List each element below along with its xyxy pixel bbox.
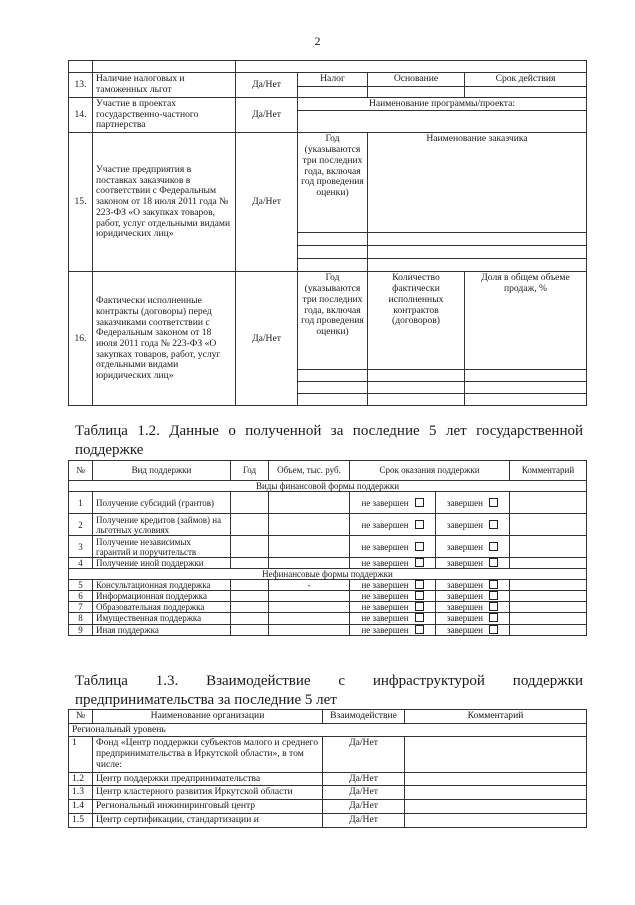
organization-label [93, 772, 323, 786]
status-label: завершен [447, 591, 483, 602]
status-not-completed [350, 536, 436, 558]
table-header-row [69, 461, 587, 481]
checkbox-completed[interactable] [489, 625, 498, 634]
year-cell[interactable] [298, 394, 368, 406]
status-not-completed [350, 580, 436, 591]
amount-cell[interactable] [269, 591, 350, 602]
status-not-completed [350, 624, 436, 635]
year-cell[interactable] [298, 233, 368, 246]
status-label: завершен [447, 613, 483, 624]
table-row [69, 800, 587, 814]
comment-cell[interactable] [405, 772, 587, 786]
comment-cell[interactable] [510, 580, 587, 591]
row-number: 8 [69, 613, 93, 624]
table-enterprise-info [68, 60, 587, 406]
comment-cell[interactable] [405, 813, 587, 827]
col-header-customer: Наименование заказчика [368, 133, 587, 233]
table-row [69, 536, 587, 558]
sales-share-cell[interactable] [465, 370, 587, 382]
status-label: не завершен [361, 541, 409, 552]
checkbox-completed[interactable] [489, 558, 498, 567]
support-type-label: Получение иной поддержки [93, 558, 231, 569]
support-type-label: Образовательная поддержка [93, 602, 231, 613]
status-completed [436, 558, 510, 569]
support-type-label: Получение независимых гарантий и поручительств [93, 536, 231, 558]
year-cell[interactable] [298, 259, 368, 272]
row-number: 5 [69, 580, 93, 591]
year-cell[interactable] [231, 602, 269, 613]
table-1-3-title: Таблица 1.3. Взаимодействие с инфраструктурой поддержки предпринимательства за последние 5 лет [75, 673, 583, 708]
checkbox-completed[interactable] [489, 613, 498, 622]
table-row [69, 602, 587, 613]
table-row [69, 97, 587, 111]
year-cell[interactable] [231, 624, 269, 635]
row-number: 1 [69, 492, 93, 514]
status-not-completed [350, 558, 436, 569]
comment-cell[interactable] [510, 536, 587, 558]
status-label: не завершен [361, 591, 409, 602]
interaction-field[interactable]: Да/Нет [323, 786, 405, 800]
table-row [69, 786, 587, 800]
table-header-row [69, 710, 587, 724]
status-not-completed [350, 602, 436, 613]
row-number: 16. [69, 272, 93, 406]
organization-label [93, 786, 323, 800]
support-type-label: Получение кредитов (займов) на льготных условиях [93, 514, 231, 536]
col-header-tax: Налог [298, 73, 368, 87]
status-label: завершен [447, 519, 483, 530]
yes-no-field[interactable]: Да/Нет [236, 73, 298, 98]
yes-no-field[interactable]: Да/Нет [236, 133, 298, 272]
comment-cell[interactable] [405, 786, 587, 800]
validity-cell[interactable] [465, 86, 587, 97]
status-label: завершен [447, 497, 483, 508]
checkbox-completed[interactable] [489, 498, 498, 507]
col-header-contracts-count: Количество фактически исполненных контрактов (договоров) [368, 272, 465, 370]
year-cell[interactable] [298, 370, 368, 382]
interaction-field[interactable]: Да/Нет [323, 737, 405, 772]
comment-cell[interactable] [510, 514, 587, 536]
row-number: 2 [69, 514, 93, 536]
basis-cell[interactable] [368, 86, 465, 97]
table-state-support [68, 460, 587, 636]
row-number: 1.5 [69, 813, 93, 827]
table-row [69, 514, 587, 536]
checkbox-completed[interactable] [489, 580, 498, 589]
interaction-field[interactable]: Да/Нет [323, 800, 405, 814]
table-row [69, 813, 587, 827]
checkbox-not-completed[interactable] [415, 580, 424, 589]
row-number: 3 [69, 536, 93, 558]
year-cell[interactable] [231, 591, 269, 602]
table-row [69, 580, 587, 591]
status-completed [436, 536, 510, 558]
checkbox-not-completed[interactable] [415, 625, 424, 634]
customer-cell[interactable] [368, 233, 587, 246]
interaction-field[interactable]: Да/Нет [323, 772, 405, 786]
sales-share-cell[interactable] [465, 394, 587, 406]
amount-cell[interactable]: - [269, 580, 350, 591]
amount-cell[interactable] [269, 514, 350, 536]
status-completed [436, 624, 510, 635]
year-cell[interactable] [231, 514, 269, 536]
year-cell[interactable] [231, 536, 269, 558]
status-completed [436, 591, 510, 602]
col-header-support-type: Вид поддержки [93, 461, 231, 481]
comment-cell[interactable] [510, 492, 587, 514]
col-header-amount: Объем, тыс. руб. [269, 461, 350, 481]
row-number: 7 [69, 602, 93, 613]
section-financial: Виды финансовой формы поддержки [69, 481, 587, 492]
organization-name: Центр кластерного развития Иркутской области [96, 786, 293, 798]
support-type-label: Имущественная поддержка [93, 613, 231, 624]
status-label: не завершен [361, 613, 409, 624]
amount-cell[interactable] [269, 492, 350, 514]
organization-name: Фонд «Центр поддержки субъектов малого и среднего предпринимательства в Иркутской области», в том числе: [96, 737, 319, 770]
checkbox-not-completed[interactable] [415, 542, 424, 551]
page-number: 2 [314, 34, 321, 48]
table-row [69, 772, 587, 786]
yes-no-field[interactable]: Да/Нет [236, 97, 298, 133]
organization-name: Региональный инжиниринговый центр [96, 800, 256, 812]
organization-label [93, 813, 323, 827]
amount-cell[interactable] [269, 558, 350, 569]
amount-cell[interactable] [269, 602, 350, 613]
col-header-num: № [69, 710, 93, 724]
sales-share-cell[interactable] [465, 382, 587, 394]
status-completed [436, 492, 510, 514]
col-header-support-period: Срок оказания поддержки [350, 461, 510, 481]
contracts-count-cell[interactable] [368, 382, 465, 394]
table-row [69, 73, 587, 87]
support-type-label: Получение субсидий (грантов) [93, 492, 231, 514]
contracts-count-cell[interactable] [368, 370, 465, 382]
row-number: 15. [69, 133, 93, 272]
checkbox-completed[interactable] [489, 591, 498, 600]
col-header-year: Год [231, 461, 269, 481]
row-label: Участие предприятия в поставках заказчиков в соответствии с Федеральным законом от 18 июля 2011 года № 223-ФЗ «О закупках товаров, работ, услуг отдельными видами юридических лиц» [93, 133, 236, 272]
checkbox-completed[interactable] [489, 602, 498, 611]
status-not-completed [350, 613, 436, 624]
status-label: не завершен [361, 497, 409, 508]
status-completed [436, 580, 510, 591]
col-header-basis: Основание [368, 73, 465, 87]
col-header-sales-share: Доля в общем объеме продаж, % [465, 272, 587, 370]
status-completed [436, 514, 510, 536]
tax-cell[interactable] [298, 86, 368, 97]
support-type-label: Иная поддержка [93, 624, 231, 635]
checkbox-not-completed[interactable] [415, 602, 424, 611]
checkbox-completed[interactable] [489, 520, 498, 529]
checkbox-not-completed[interactable] [415, 558, 424, 567]
comment-cell[interactable] [510, 558, 587, 569]
amount-cell[interactable] [269, 536, 350, 558]
year-cell[interactable] [231, 558, 269, 569]
table-row [69, 591, 587, 602]
row-number: 4 [69, 558, 93, 569]
col-header-year: Год (указываются три последних года, включая год проведения оценки) [298, 133, 368, 233]
organization-name: Центр сертификации, стандартизации и [96, 813, 259, 825]
status-not-completed [350, 514, 436, 536]
comment-cell[interactable] [510, 624, 587, 635]
checkbox-not-completed[interactable] [415, 520, 424, 529]
checkbox-completed[interactable] [489, 542, 498, 551]
section-regional: Региональный уровень [69, 723, 587, 737]
status-label: не завершен [361, 624, 409, 635]
checkbox-not-completed[interactable] [415, 613, 424, 622]
year-cell[interactable] [231, 613, 269, 624]
status-label: завершен [447, 580, 483, 591]
col-header-comment: Комментарий [405, 710, 587, 724]
year-cell[interactable] [298, 382, 368, 394]
customer-cell[interactable] [368, 246, 587, 259]
section-nonfinancial: Нефинансовые формы поддержки [69, 569, 587, 580]
col-header-year: Год (указываются три последних года, включая год проведения оценки) [298, 272, 368, 370]
col-header-validity: Срок действия [465, 73, 587, 87]
contracts-count-cell[interactable] [368, 394, 465, 406]
support-type-label: Консультационная поддержка [93, 580, 231, 591]
table-row [69, 272, 587, 370]
status-label: не завершен [361, 602, 409, 613]
col-header-program: Наименование программы/проекта: [298, 97, 587, 111]
organization-label [93, 737, 323, 772]
comment-cell[interactable] [510, 613, 587, 624]
table-row [69, 133, 587, 233]
row-label: Фактически исполненные контракты (договоры) перед заказчиками соответствии с Федеральным законом от 18 июля 2011 года № 223-ФЗ «О закупках товаров, работ, услуг отдельными видами юридических лиц» [93, 272, 236, 406]
status-label: завершен [447, 558, 483, 569]
organization-name: Центр поддержки предпринимательства [96, 772, 261, 784]
row-number: 13. [69, 73, 93, 98]
status-not-completed [350, 492, 436, 514]
table-row [69, 558, 587, 569]
table-row [69, 613, 587, 624]
table-infrastructure [68, 709, 587, 828]
table-row-blank [69, 61, 587, 73]
amount-cell[interactable] [269, 624, 350, 635]
status-not-completed [350, 591, 436, 602]
customer-cell[interactable] [368, 259, 587, 272]
row-number: 1.2 [69, 772, 93, 786]
table-row [69, 492, 587, 514]
status-label: завершен [447, 541, 483, 552]
amount-cell[interactable] [269, 613, 350, 624]
status-label: не завершен [361, 580, 409, 591]
program-name-cell[interactable] [298, 111, 587, 133]
status-completed [436, 613, 510, 624]
year-cell[interactable] [231, 580, 269, 591]
row-number: 1.3 [69, 786, 93, 800]
year-cell[interactable] [298, 246, 368, 259]
row-number: 1 [69, 737, 93, 772]
col-header-interaction: Взаимодействие [323, 710, 405, 724]
checkbox-not-completed[interactable] [415, 591, 424, 600]
row-number: 6 [69, 591, 93, 602]
interaction-field[interactable]: Да/Нет [323, 813, 405, 827]
yes-no-field[interactable]: Да/Нет [236, 272, 298, 406]
comment-cell[interactable] [405, 737, 587, 772]
table-1-2-title: Таблица 1.2. Данные о полученной за последние 5 лет государственной поддержке [75, 423, 583, 458]
status-completed [436, 602, 510, 613]
comment-cell[interactable] [510, 591, 587, 602]
col-header-organization: Наименование организации [93, 710, 323, 724]
support-type-label: Информационная поддержка [93, 591, 231, 602]
status-label: не завершен [361, 519, 409, 530]
table-row [69, 624, 587, 635]
row-number: 1.4 [69, 800, 93, 814]
table-row [69, 737, 587, 772]
comment-cell[interactable] [510, 602, 587, 613]
row-label: Наличие налоговых и таможенных льгот [93, 73, 236, 98]
row-number: 14. [69, 97, 93, 133]
status-label: завершен [447, 624, 483, 635]
row-label: Участие в проектах государственно-частного партнерства [93, 97, 236, 133]
checkbox-not-completed[interactable] [415, 498, 424, 507]
year-cell[interactable] [231, 492, 269, 514]
col-header-num: № [69, 461, 93, 481]
organization-label [93, 800, 323, 814]
col-header-comment: Комментарий [510, 461, 587, 481]
row-number: 9 [69, 624, 93, 635]
status-label: завершен [447, 602, 483, 613]
status-label: не завершен [361, 558, 409, 569]
comment-cell[interactable] [405, 800, 587, 814]
